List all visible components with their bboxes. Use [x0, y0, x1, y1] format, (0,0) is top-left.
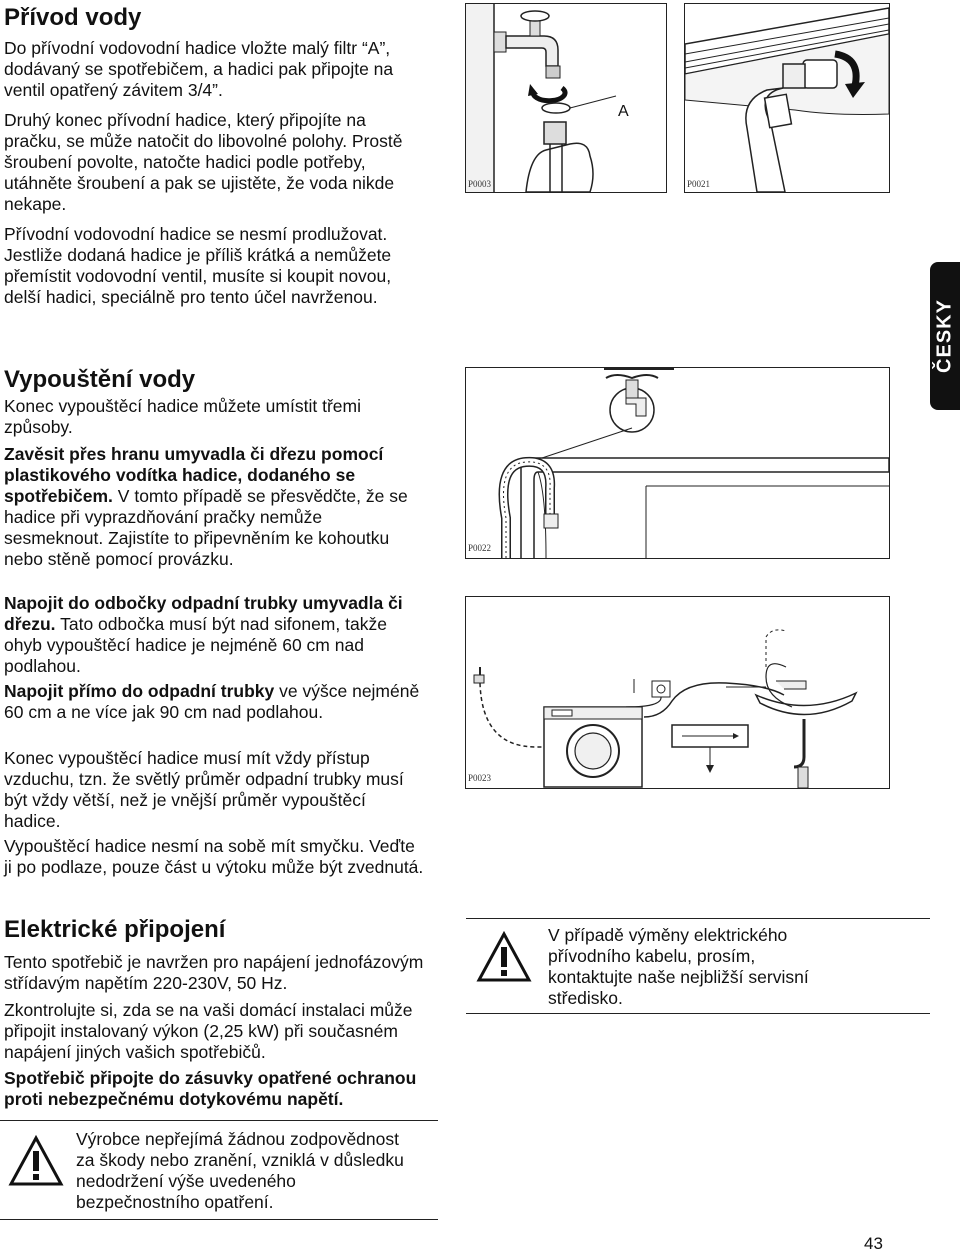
figure-code: P0023 — [468, 773, 492, 783]
warning-cable-text: V případě výměny elektrického přívodního kabelu, prosím, kontaktujte naše nejbližší servisní středisko. — [548, 925, 809, 1008]
figure-hose-connection — [684, 3, 890, 193]
drain-option-3-text: ve výšce nejméně 60 cm a ne více jak 90 cm nad podlahou. — [4, 681, 420, 722]
drain-option-2: Napojit do odbočky odpadní trubky umyvadla či dřezu. — [4, 593, 403, 634]
installation-overview-illustration — [466, 597, 889, 788]
figure-code: P0022 — [468, 543, 492, 553]
language-tab — [930, 262, 960, 410]
drain-sink-edge-illustration — [466, 368, 889, 558]
electric-paragraph-1: Tento spotřebič je navržen pro napájení jednofázovým střídavým napětím 220-230V, 50 Hz. — [4, 952, 424, 993]
drain-option-1: Zavěsit přes hranu umyvadla či dřezu pomocí plastikového vodítka hadice, dodaného se spotřebičem. — [4, 444, 384, 506]
filter-label-a: A — [618, 103, 629, 120]
warning-icon — [476, 931, 532, 983]
drain-paragraph-5: Konec vypouštěcí hadice musí mít vždy přístup vzduchu, tzn. že světlý průměr odpadní trubky musí být vždy větší, než je vnější průměr vypouštěcí hadice. — [4, 748, 404, 831]
figure-tap-filter — [465, 3, 667, 193]
warning-icon — [8, 1135, 64, 1187]
figure-code: P0003 — [468, 179, 492, 189]
warning-box-cable — [466, 918, 930, 1014]
drain-option-2-text: Tato odbočka musí být nad sifonem, takže ohyb vypouštěcí hadice je nejméně 60 cm nad podlahou. — [4, 614, 387, 676]
drain-paragraph-4 — [4, 681, 424, 723]
hose-connection-illustration — [685, 4, 889, 192]
figure-drain-sink-edge — [465, 367, 890, 559]
water-supply-paragraph-2: Druhý konec přívodní hadice, který připojíte na pračku, se může natočit do libovolné polohy. Prostě šroubení povolte, natočte hadici podle potřeby, utáhněte šroubení a pak se ujistěte, že voda nikde nekape. — [4, 110, 403, 214]
water-supply-paragraph-3: Přívodní vodovodní hadice se nesmí prodlužovat. Jestliže dodaná hadice je příliš krátká a nemůžete přemístit vodovodní ventil, musíte si koupit novou, delší hadici, speciálně pro tento účel navrženou. — [4, 224, 392, 307]
drain-option-1-text: V tomto případě se přesvědčte, že se hadice při vyprazdňování pračky nemůže sesmeknout. Zajistíte to připevněním ke kohoutku nebo stěně pomocí provázku. — [4, 486, 408, 569]
drain-paragraph-2 — [4, 444, 424, 570]
electric-paragraph-3: Spotřebič připojte do zásuvky opatřené ochranou proti nebezpečnému dotykovému napětí. — [4, 1068, 417, 1109]
electric-paragraph-2: Zkontrolujte si, zda se na vaši domácí instalaci může připojit instalovaný výkon (2,25 kW) při současném napájení jiných vašich spotřebičů. — [4, 1000, 413, 1062]
water-supply-paragraph-1: Do přívodní vodovodní hadice vložte malý filtr “A”, dodávaný se spotřebičem, a hadici pak připojte na ventil opatřený závitem 3/4”. — [4, 38, 394, 100]
drain-paragraph-1: Konec vypouštěcí hadice můžete umístit třemi způsoby. — [4, 396, 361, 437]
drain-paragraph-6: Vypouštěcí hadice nesmí na sobě mít smyčku. Veďte ji po podlaze, pouze část u výtoku může být zvednutá. — [4, 836, 424, 877]
warning-liability-text: Výrobce nepřejímá žádnou zodpovědnost za škody nebo zranění, vzniklá v důsledku nedodržení výše uvedeného bezpečnostního opatření. — [76, 1129, 404, 1212]
figure-code: P0021 — [687, 179, 711, 189]
figure-installation-overview — [465, 596, 890, 789]
section-title-water-supply: Přívod vody — [4, 4, 142, 31]
drain-paragraph-3 — [4, 593, 424, 677]
warning-box-liability — [0, 1120, 438, 1220]
drain-option-3: Napojit přímo do odpadní trubky — [4, 681, 275, 701]
language-tab-label: ČESKY — [933, 299, 956, 373]
tap-filter-illustration — [466, 4, 666, 192]
section-title-drain: Vypouštění vody — [4, 366, 196, 393]
page-number: 43 — [864, 1234, 883, 1253]
section-title-electric: Elektrické připojení — [4, 916, 226, 943]
